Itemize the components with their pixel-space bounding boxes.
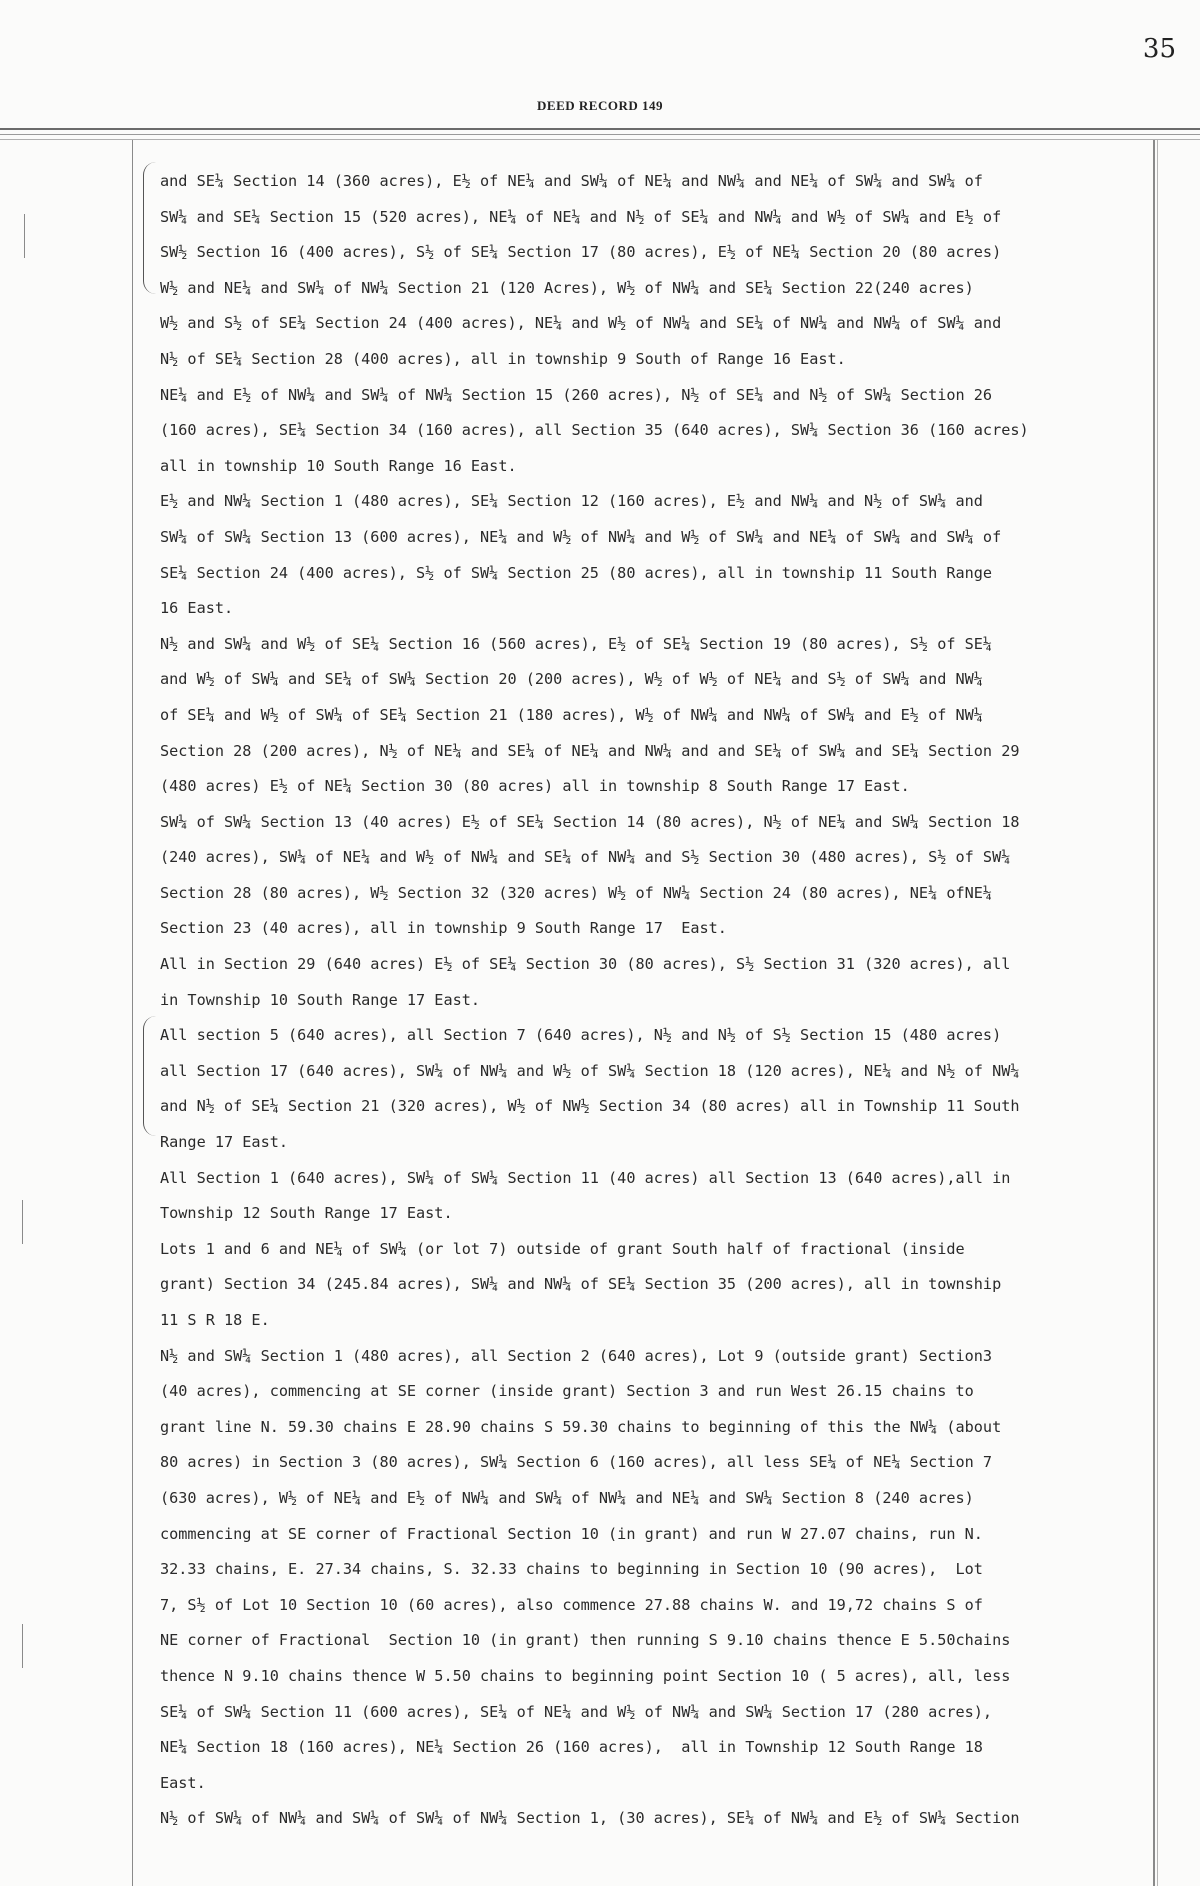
text-line: and N½ of SE¼ Section 21 (320 acres), W½ of NW½ Section 34 (80 acres) all in Township 11 South	[160, 1097, 1020, 1116]
text-line: commencing at SE corner of Fractional Section 10 (in grant) and run W 27.07 chains, run N.	[160, 1524, 983, 1543]
text-line: grant) Section 34 (245.84 acres), SW¼ and NW¼ of SE¼ Section 35 (200 acres), all in township	[160, 1275, 1002, 1294]
text-line: N½ and SW¼ and W½ of SE¼ Section 16 (560 acres), E½ of SE¼ Section 19 (80 acres), S½ of SE¼	[160, 634, 993, 653]
text-line: N½ of SW¼ of NW¼ and SW¼ of SW¼ of NW¼ Section 1, (30 acres), SE¼ of NW¼ and E½ of SW¼ Section	[160, 1809, 1020, 1828]
text-line: (40 acres), commencing at SE corner (inside grant) Section 3 and run West 26.15 chains to	[160, 1382, 974, 1401]
text-line: (480 acres) E½ of NE¼ Section 30 (80 acres) all in township 8 South Range 17 East.	[160, 777, 910, 796]
binding-mark	[24, 214, 25, 258]
text-line: NE¼ and E½ of NW¼ and SW¼ of NW¼ Section 15 (260 acres), N½ of SE¼ and N½ of SW¼ Section 26	[160, 385, 993, 404]
text-line: N½ and SW¼ Section 1 (480 acres), all Section 2 (640 acres), Lot 9 (outside grant) Section3	[160, 1346, 993, 1365]
header-rule-thin	[0, 134, 1200, 135]
text-line: Section 23 (40 acres), all in township 9 South Range 17 East.	[160, 919, 727, 938]
text-line: (630 acres), W½ of NE¼ and E½ of NW¼ and SW¼ of NW¼ and NE¼ and SW¼ Section 8 (240 acres)	[160, 1488, 974, 1507]
text-line: N½ of SE¼ Section 28 (400 acres), all in township 9 South of Range 16 East.	[160, 349, 846, 368]
text-line: Township 12 South Range 17 East.	[160, 1204, 453, 1223]
page-number: 35	[1142, 34, 1176, 64]
header-rule	[0, 128, 1200, 130]
margin-brace-top	[143, 162, 156, 294]
text-line: East.	[160, 1773, 206, 1792]
binding-mark	[22, 1624, 23, 1668]
text-line: 80 acres) in Section 3 (80 acres), SW¼ Section 6 (160 acres), all less SE¼ of NE¼ Section 7	[160, 1453, 993, 1472]
text-line: SW¼ and SE¼ Section 15 (520 acres), NE¼ of NE¼ and N½ of SE¼ and NW¼ and W½ of SW¼ and E½ of	[160, 207, 1002, 226]
text-line: all Section 17 (640 acres), SW¼ of NW¼ and W½ of SW¼ Section 18 (120 acres), NE¼ and N½ of NW¼	[160, 1061, 1020, 1080]
text-line: SE¼ Section 24 (400 acres), S½ of SW¼ Section 25 (80 acres), all in township 11 South Range	[160, 563, 993, 582]
left-margin-rule	[132, 140, 133, 1886]
deed-text-body	[160, 164, 1160, 1837]
text-line: NE¼ Section 18 (160 acres), NE¼ Section 26 (160 acres), all in Township 12 South Range 18	[160, 1738, 983, 1757]
text-line: Section 28 (80 acres), W½ Section 32 (320 acres) W½ of NW¼ Section 24 (80 acres), NE¼ ofNE¼	[160, 883, 993, 902]
text-line: 16 East.	[160, 599, 234, 618]
header-rule-thin-lower	[0, 139, 1200, 140]
text-line: Section 28 (200 acres), N½ of NE¼ and SE¼ of NE¼ and NW¼ and and SE¼ of SW¼ and SE¼ Section 29	[160, 741, 1020, 760]
text-line: W½ and NE¼ and SW¼ of NW¼ Section 21 (120 Acres), W½ of NW¼ and SE¼ Section 22(240 acres)	[160, 278, 974, 297]
text-line: (240 acres), SW¼ of NE¼ and W½ of NW¼ and SE¼ of NW¼ and S½ Section 30 (480 acres), S½ of SW¼	[160, 848, 1011, 867]
text-line: grant line N. 59.30 chains E 28.90 chains S 59.30 chains to beginning of this the NW¼ (about	[160, 1417, 1002, 1436]
text-line: W½ and S½ of SE¼ Section 24 (400 acres), NE¼ and W½ of NW¼ and SE¼ of NW¼ and NW¼ of SW¼ and	[160, 314, 1002, 333]
text-line: Range 17 East.	[160, 1133, 289, 1152]
text-line: and SE¼ Section 14 (360 acres), E½ of NE¼ and SW¼ of NE¼ and NW¼ and NE¼ of SW¼ and SW¼ of	[160, 172, 983, 190]
text-line: SE¼ of SW¼ Section 11 (600 acres), SE¼ of NE¼ and W½ of NW¼ and SW¼ Section 17 (280 acres),	[160, 1702, 993, 1721]
text-line: all in township 10 South Range 16 East.	[160, 456, 517, 475]
text-line: thence N 9.10 chains thence W 5.50 chains to beginning point Section 10 ( 5 acres), all, less	[160, 1666, 1011, 1685]
page-title: DEED RECORD 149	[537, 98, 663, 113]
text-line: 7, S½ of Lot 10 Section 10 (60 acres), also commence 27.88 chains W. and 19,72 chains S of	[160, 1595, 983, 1614]
text-line: All section 5 (640 acres), all Section 7 (640 acres), N½ and N½ of S½ Section 15 (480 acres)	[160, 1026, 1002, 1045]
text-line: (160 acres), SE¼ Section 34 (160 acres), all Section 35 (640 acres), SW¼ Section 36 (160 acres)	[160, 421, 1029, 440]
text-line: SW¼ of SW¼ Section 13 (600 acres), NE¼ and W½ of NW¼ and W½ of SW¼ and NE¼ of SW¼ and SW¼ of	[160, 527, 1002, 546]
text-line: and W½ of SW¼ and SE¼ of SW¼ Section 20 (200 acres), W½ of W½ of NE¼ and S½ of SW¼ and NW¼	[160, 670, 983, 689]
text-line: 11 S R 18 E.	[160, 1311, 270, 1329]
text-line: NE corner of Fractional Section 10 (in grant) then running S 9.10 chains thence E 5.50chains	[160, 1631, 1011, 1650]
text-line: SW¼ of SW¼ Section 13 (40 acres) E½ of SE¼ Section 14 (80 acres), N½ of NE¼ and SW¼ Section 18	[160, 812, 1020, 831]
text-line: All Section 1 (640 acres), SW¼ of SW¼ Section 11 (40 acres) all Section 13 (640 acres),all in	[160, 1168, 1011, 1187]
text-line: 32.33 chains, E. 27.34 chains, S. 32.33 chains to beginning in Section 10 (90 acres), Lot	[160, 1560, 983, 1579]
binding-mark	[22, 1200, 23, 1244]
text-line: All in Section 29 (640 acres) E½ of SE¼ Section 30 (80 acres), S½ Section 31 (320 acres), all	[160, 955, 1011, 974]
text-line: of SE¼ and W½ of SW¼ of SE¼ Section 21 (180 acres), W½ of NW¼ and NW¼ of SW¼ and E½ of NW¼	[160, 705, 983, 724]
text-line: Lots 1 and 6 and NE¼ of SW¼ (or lot 7) outside of grant South half of fractional (inside	[160, 1239, 965, 1258]
text-line: in Township 10 South Range 17 East.	[160, 990, 481, 1009]
margin-brace-middle	[143, 1016, 156, 1136]
text-line: E½ and NW¼ Section 1 (480 acres), SE¼ Section 12 (160 acres), E½ and NW¼ and N½ of SW¼ and	[160, 492, 983, 511]
text-line: SW½ Section 16 (400 acres), S½ of SE¼ Section 17 (80 acres), E½ of NE¼ Section 20 (80 acres)	[160, 243, 1002, 262]
